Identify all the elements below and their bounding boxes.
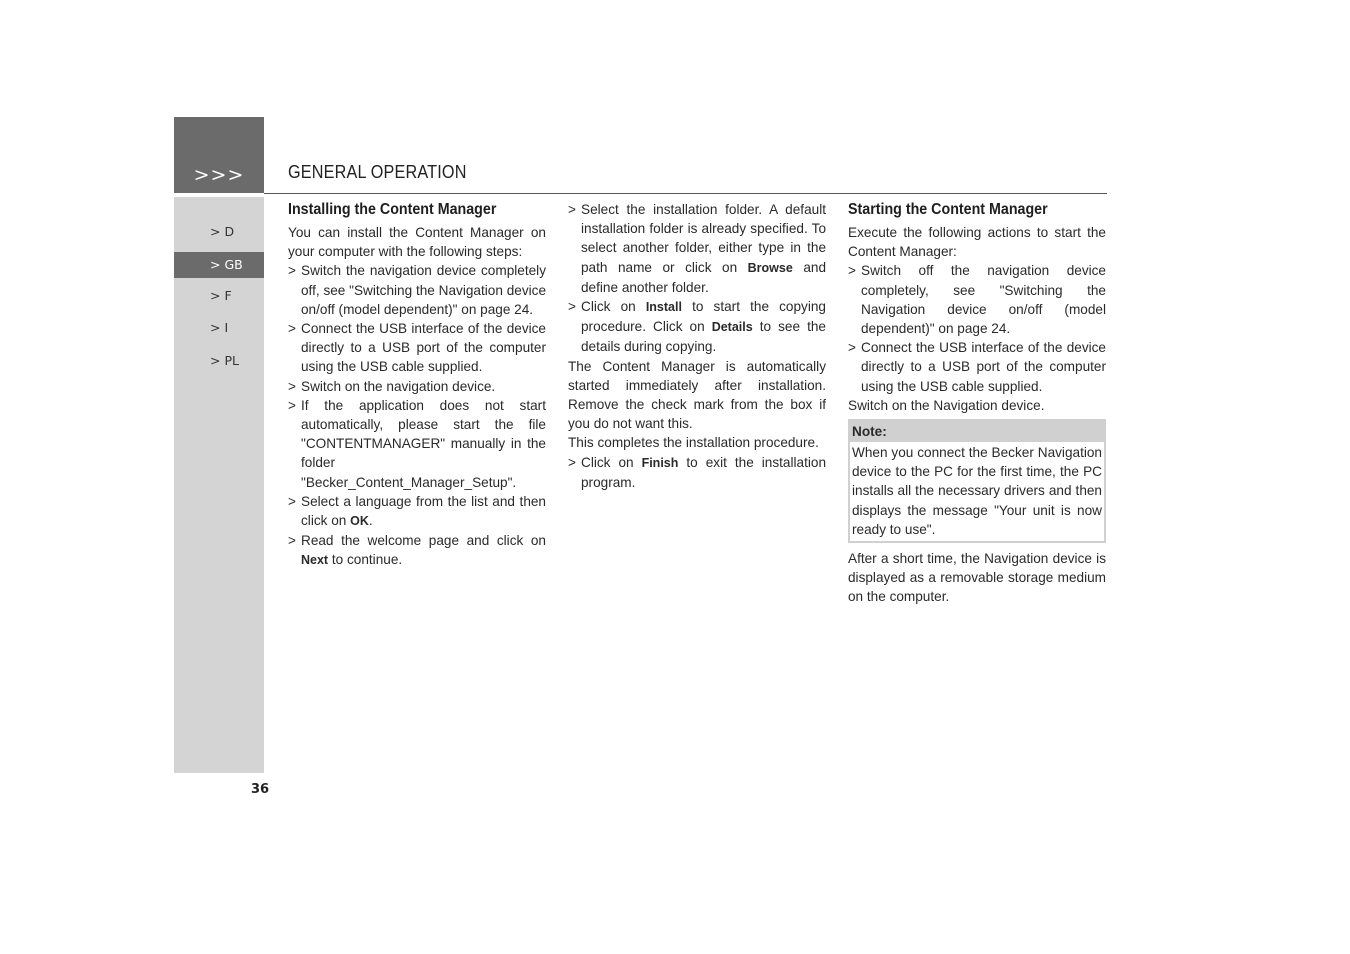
finish-label: Finish xyxy=(641,455,679,470)
list-item: > Switch on the navigation device. xyxy=(288,377,546,396)
paragraph-complete: This completes the installation procedure. xyxy=(568,435,819,451)
list-item: > Read the welcome page and click on Next to continue. xyxy=(288,533,546,568)
section-heading-installing: Installing the Content Manager xyxy=(288,201,497,218)
list-item: > Switch the navigation device completely off, see "Switching the Navigation device on/off (model dependent)" on page 24. xyxy=(288,263,546,317)
next-label: Next xyxy=(301,553,329,568)
intro-text: Execute the following actions to start the Content Manager: xyxy=(848,225,1106,260)
list-item: > If the application does not start automatically, please start the file "CONTENTMANAGER" manually in the folder "Becker_Content_Manager_Setup". xyxy=(288,397,546,490)
details-label: Details xyxy=(711,320,753,335)
step-marker: > xyxy=(288,397,296,413)
step-marker: > xyxy=(848,340,856,356)
list-item: > Select the installation folder. A default installation folder is already specified. To select another folder, either type in the path name or click on Browse and define another folder. xyxy=(568,202,827,295)
column-installing xyxy=(288,199,546,571)
paragraph-autostart: The Content Manager is automatically started immediately after installation. Remove the check mark from the box if you do not want this. xyxy=(568,358,826,432)
sidebar-item-i[interactable]: > I xyxy=(210,320,229,335)
list-item: > Switch off the navigation device completely, see "Switching the Navigation device on/off (model dependent)" on page 24. xyxy=(848,263,1106,337)
step-marker: > xyxy=(568,299,576,315)
note-title: Note: xyxy=(850,421,1104,442)
header-divider xyxy=(264,193,1107,194)
step-marker: > xyxy=(288,533,296,549)
install-label: Install xyxy=(645,300,682,315)
sidebar-item-d[interactable]: > D xyxy=(210,224,235,239)
section-heading-starting: Starting the Content Manager xyxy=(848,201,1048,218)
header-block xyxy=(174,117,264,193)
browse-label: Browse xyxy=(747,260,793,275)
list-item: > Connect the USB interface of the device directly to a USB port of the computer using the USB cable supplied. xyxy=(848,340,1106,394)
column-installing-continued xyxy=(568,200,826,492)
step-marker: > xyxy=(288,263,296,279)
list-item: > Click on Finish to exit the installation program. xyxy=(568,454,827,490)
step-marker: > xyxy=(288,378,296,394)
list-item: > Click on Install to start the copying procedure. Click on Details to see the details during copying. xyxy=(568,299,826,355)
list-item: > Select a language from the list and then click on OK. xyxy=(288,493,546,529)
header-arrows: >>> xyxy=(193,164,245,186)
sidebar-item-gb[interactable]: > GB xyxy=(174,252,264,278)
note-box xyxy=(848,419,1106,543)
paragraph-closing: After a short time, the Navigation device is displayed as a removable storage medium on the computer. xyxy=(848,551,1106,605)
step-marker: > xyxy=(288,321,296,337)
language-sidebar xyxy=(174,197,264,773)
sidebar-item-pl[interactable]: > PL xyxy=(210,353,239,368)
sidebar-item-f[interactable]: > F xyxy=(210,288,232,303)
step-marker: > xyxy=(568,454,576,470)
paragraph-switch-on: Switch on the Navigation device. xyxy=(848,397,1045,413)
note-body: When you connect the Becker Navigation device to the PC for the first time, the PC installs all the necessary drivers and then displays the message "Your unit is now ready to use". xyxy=(852,445,1102,537)
page-number: 36 xyxy=(251,782,270,797)
page-title: GENERAL OPERATION xyxy=(288,162,467,182)
step-marker: > xyxy=(848,263,856,279)
list-item: > Connect the USB interface of the device directly to a USB port of the computer using the USB cable supplied. xyxy=(288,321,546,375)
step-marker: > xyxy=(568,202,576,217)
intro-text: You can install the Content Manager on your computer with the following steps: xyxy=(288,225,546,260)
column-starting xyxy=(848,199,1106,607)
step-marker: > xyxy=(288,493,296,509)
ok-label: OK xyxy=(350,514,369,529)
